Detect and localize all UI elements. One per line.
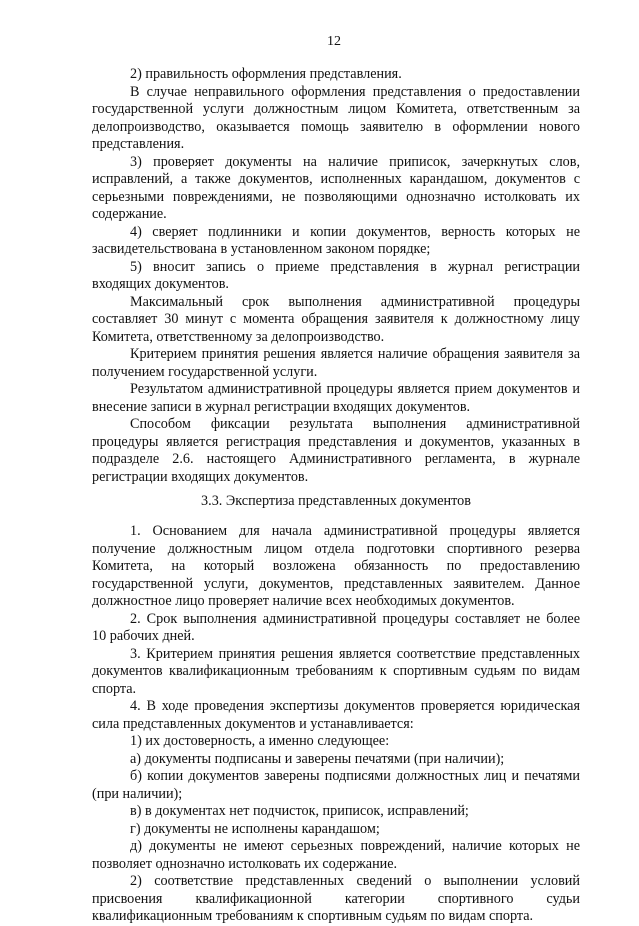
paragraph-decision-criterion: Критерием принятия решения является наличие обращения заявителя за получением государственной услуги. (92, 346, 580, 380)
paragraph-expertise: 4. В ходе проведения экспертизы документов проверяется юридическая сила представленных документов и устанавливается: (92, 698, 580, 732)
list-item-no-damage: д) документы не имеют серьезных повреждений, наличие которых не позволяет однозначно истолковать их содержание. (92, 838, 580, 872)
list-item-authenticity: 1) их достоверность, а именно следующее: (130, 733, 390, 749)
paragraph-verify-originals: 4) сверяет подлинники и копии документов, верность которых не засвидетельствована в установленном законом порядке; (92, 223, 580, 257)
list-item-signed: а) документы подписаны и заверены печатями (при наличии); (130, 750, 505, 767)
list-item-no-corrections: в) в документах нет подчисток, приписок, исправлений; (130, 803, 469, 819)
page-number: 12 (327, 34, 341, 49)
paragraph-basis: 1. Основанием для начала административной процедуры является получение должностным лицом отдела подготовки спортивного резерва Комитета, на который возложена обязанность по предоставлению государственной услуги, документов, представленных заявителем. Данное должностное лицо проверяет наличие всех необходимых документов. (92, 523, 580, 609)
section-heading: 3.3. Экспертиза представленных документов (201, 493, 471, 509)
list-item-no-pencil: г) документы не исполнены карандашом; (130, 820, 380, 837)
list-item-compliance: 2) соответствие представленных сведений о выполнении условий присвоения квалификационной категории спортивного судьи квалификационным требованиям к спортивным судьям по видам спорта. (92, 873, 580, 924)
paragraph-correct-formatting: 2) правильность оформления представления. (130, 66, 402, 82)
list-item-copies-certified: б) копии документов заверены подписями должностных лиц и печатями (при наличии); (92, 768, 580, 802)
paragraph-register-entry: 5) вносит запись о приеме представления в журнал регистрации входящих документов. (92, 258, 580, 292)
paragraph-incorrect-formatting: В случае неправильного оформления представления о предоставлении государственной услуги должностным лицом Комитета, ответственным за делопроизводство, оказывается помощь заявителю в оформлении нового представления. (92, 83, 580, 152)
paragraph-criterion: 3. Критерием принятия решения является соответствие представленных документов квалификационным требованиям к спортивным судьям по видам спорта. (92, 645, 580, 697)
paragraph-fixation-method: Способом фиксации результата выполнения административной процедуры является регистрация представления и документов, указанных в подразделе 2.6. настоящего Административного регламента, в журнале регистрации входящих документов. (92, 416, 580, 485)
paragraph-term: 2. Срок выполнения административной процедуры составляет не более 10 рабочих дней. (92, 610, 580, 644)
paragraph-check-documents: 3) проверяет документы на наличие приписок, зачеркнутых слов, исправлений, а также документов, исполненных карандашом, документов с серьезными повреждениями, не позволяющими однозначно истолковать их содержание. (92, 153, 580, 222)
document-page (92, 34, 580, 926)
paragraph-max-duration: Максимальный срок выполнения административной процедуры составляет 30 минут с момента обращения заявителя к должностному лицу Комитета, ответственному за делопроизводство. (92, 293, 580, 345)
paragraph-procedure-result: Результатом административной процедуры является прием документов и внесение записи в журнал регистрации входящих документов. (92, 381, 580, 415)
